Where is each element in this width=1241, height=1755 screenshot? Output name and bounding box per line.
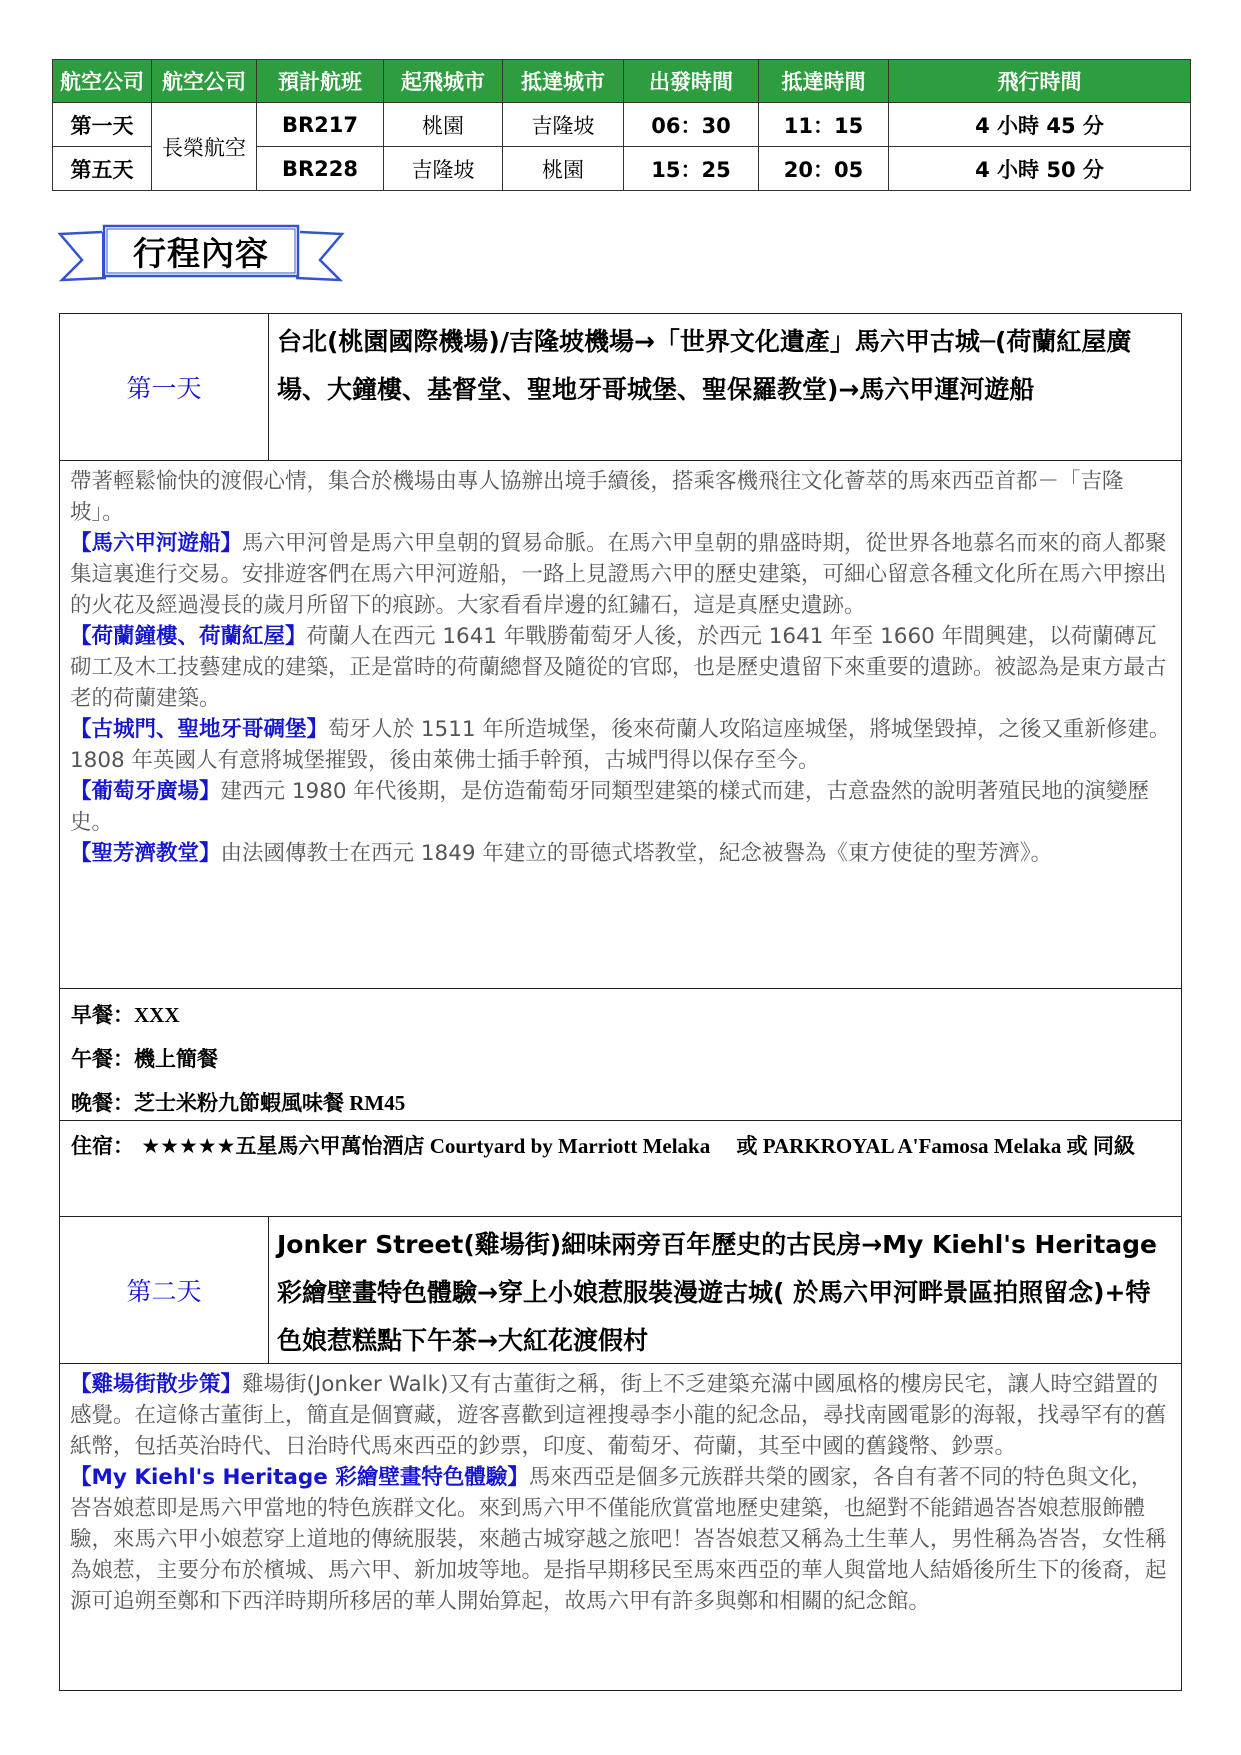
breakfast-line xyxy=(71,993,1171,1037)
breakfast-label: 早餐： xyxy=(71,1003,134,1027)
flight-number-cell: BR228 xyxy=(257,147,384,191)
header-cell: 預計航班 xyxy=(257,60,384,103)
item-text: 荷蘭人在西元 1641 年戰勝葡萄牙人後，於西元 1641 年至 1660 年間興建，以荷蘭磚瓦砌工及木工技藝建成的建築，正是當時的荷蘭總督及隨從的官邸，也是歷史遺留下來重要的遺跡。被認為是東方最古老的荷蘭建築。 xyxy=(70,624,1167,711)
departure-city-cell: 吉隆坡 xyxy=(384,147,503,191)
list-item xyxy=(70,714,1171,776)
item-text: 建西元 1980 年代後期，是仿造葡萄牙同類型建築的樣式而建，古意盎然的說明著殖民地的演變歷史。 xyxy=(70,779,1149,835)
arrival-time-cell: 20：05 xyxy=(759,147,889,191)
list-item xyxy=(70,528,1171,621)
flight-schedule-table xyxy=(52,59,1191,191)
day1-title: 台北(桃園國際機場)/吉隆坡機場→「世界文化遺產」馬六甲古城─(荷蘭紅屋廣場、大鐘樓、基督堂、聖地牙哥城堡、聖保羅教堂)→馬六甲運河遊船 xyxy=(277,327,1132,404)
hotel-name: 五星馬六甲萬怡酒店 Courtyard by Marriott Melaka 或 PARKROYAL A'Famosa Melaka 或 同級 xyxy=(235,1134,1135,1158)
day2-description-row xyxy=(60,1364,1181,1691)
day1-label: 第一天 xyxy=(60,314,269,460)
airline-cell: 長榮航空 xyxy=(152,103,257,191)
duration-cell: 4 小時 45 分 xyxy=(889,103,1191,147)
item-text: 馬六甲河曾是馬六甲皇朝的貿易命脈。在馬六甲皇朝的鼎盛時期，從世界各地慕名而來的商人都聚集這裏進行交易。安排遊客們在馬六甲河遊船，一路上見證馬六甲的歷史建築，可細心留意各種文化所在馬六甲擦出的火花及經過漫長的歲月所留下的痕跡。大家看看岸邊的紅鏽石，這是真歷史遺跡。 xyxy=(70,531,1167,618)
list-item xyxy=(70,1369,1171,1462)
departure-city-cell: 桃園 xyxy=(384,103,503,147)
item-heading: 【聖芳濟教堂】 xyxy=(70,841,221,866)
day2-title: Jonker Street(雞場街)細味兩旁百年歷史的古民房→My Kiehl's Heritage 彩繪壁畫特色體驗→穿上小娘惹服裝漫遊古城( 於馬六甲河畔景區拍照留念)+特色娘惹糕點下午茶→大紅花渡假村 xyxy=(277,1230,1157,1355)
lunch-label: 午餐： xyxy=(71,1047,134,1071)
item-text: 由法國傳教士在西元 1849 年建立的哥德式塔教堂，紀念被譽為《東方使徒的聖芳濟》。 xyxy=(220,841,1053,866)
header-cell: 出發時間 xyxy=(624,60,759,103)
section-title: 行程內容 xyxy=(133,233,269,273)
list-item xyxy=(70,1462,1171,1617)
breakfast-value: XXX xyxy=(134,1003,180,1027)
flight-number-cell: BR217 xyxy=(257,103,384,147)
list-item xyxy=(70,776,1171,838)
arrival-time-cell: 11：15 xyxy=(759,103,889,147)
day2-label: 第二天 xyxy=(60,1217,269,1363)
item-heading: 【古城門、聖地牙哥碉堡】 xyxy=(70,717,329,742)
item-text: 雞場街(Jonker Walk)又有古董街之稱，街上不乏建築充滿中國風格的樓房民宅，讓人時空錯置的感覺。在這條古董街上，簡直是個寶藏，遊客喜歡到這裡搜尋李小龍的紀念品，尋找南國電影的海報，找尋罕有的舊紙幣，包括英治時代、日治時代馬來西亞的鈔票，印度、葡萄牙、荷蘭，其至中國的舊錢幣、鈔票。 xyxy=(70,1372,1167,1459)
header-cell: 航空公司 xyxy=(53,60,152,103)
day1-description xyxy=(70,466,1171,869)
table-header-row xyxy=(53,60,1191,103)
item-heading: 【雞場街散步策】 xyxy=(70,1372,243,1397)
item-heading: 【馬六甲河遊船】 xyxy=(70,531,243,556)
day1-header-row xyxy=(60,314,1181,461)
dinner-value: 芝士米粉九節蝦風味餐 RM45 xyxy=(134,1091,406,1115)
section-banner xyxy=(56,220,346,290)
item-heading: 【荷蘭鐘樓、荷蘭紅屋】 xyxy=(70,624,307,649)
day2-header-row xyxy=(60,1217,1181,1364)
dinner-label: 晚餐： xyxy=(71,1091,134,1115)
header-cell: 航空公司 xyxy=(152,60,257,103)
header-cell: 起飛城市 xyxy=(384,60,503,103)
item-text: 馬來西亞是個多元族群共榮的國家，各自有著不同的特色與文化，峇峇娘惹即是馬六甲當地的特色族群文化。來到馬六甲不僅能欣賞當地歷史建築，也絕對不能錯過峇峇娘惹服飾體驗，來馬六甲小娘惹穿上道地的傳統服裝，來趟古城穿越之旅吧！峇峇娘惹又稱為土生華人，男性稱為峇峇，女性稱為娘惹，主要分布於檳城、馬六甲、新加坡等地。是指早期移民至馬來西亞的華人與當地人結婚後所生下的後裔，起源可追朔至鄭和下西洋時期所移居的華人開始算起，故馬六甲有許多與鄭和相關的紀念館。 xyxy=(70,1465,1167,1614)
item-text: 萄牙人於 1511 年所造城堡，後來荷蘭人攻陷這座城堡，將城堡毀掉，之後又重新修建。1808 年英國人有意將城堡摧毀，後由萊佛士插手幹預，古城門得以保存至今。 xyxy=(70,717,1171,773)
arrival-city-cell: 桃園 xyxy=(503,147,624,191)
day1-accommodation xyxy=(71,1124,1171,1169)
day1-description-row xyxy=(60,461,1181,989)
item-heading: 【葡萄牙廣場】 xyxy=(70,779,221,804)
dinner-line xyxy=(71,1081,1171,1125)
list-item xyxy=(70,838,1171,869)
day1-meals-row xyxy=(60,989,1181,1121)
day1-intro: 帶著輕鬆愉快的渡假心情，集合於機場由專人協辦出境手續後，搭乘客機飛往文化薈萃的馬來西亞首都－「吉隆坡」。 xyxy=(70,469,1124,525)
star-rating: ★★★★★ xyxy=(141,1134,236,1158)
day-cell: 第五天 xyxy=(53,147,152,191)
item-heading: 【My Kiehl's Heritage 彩繪壁畫特色體驗】 xyxy=(70,1465,529,1490)
lunch-value: 機上簡餐 xyxy=(134,1047,218,1071)
day1-stay-row xyxy=(60,1121,1181,1217)
day-cell: 第一天 xyxy=(53,103,152,147)
list-item xyxy=(70,621,1171,714)
duration-cell: 4 小時 50 分 xyxy=(889,147,1191,191)
day2-description xyxy=(70,1369,1171,1617)
header-cell: 抵達時間 xyxy=(759,60,889,103)
header-cell: 飛行時間 xyxy=(889,60,1191,103)
itinerary-table xyxy=(59,313,1182,1691)
day1-meals xyxy=(71,993,1171,1125)
table-row xyxy=(53,103,1191,147)
arrival-city-cell: 吉隆坡 xyxy=(503,103,624,147)
header-cell: 抵達城市 xyxy=(503,60,624,103)
stay-label: 住宿： xyxy=(71,1134,134,1158)
lunch-line xyxy=(71,1037,1171,1081)
departure-time-cell: 15：25 xyxy=(624,147,759,191)
departure-time-cell: 06：30 xyxy=(624,103,759,147)
